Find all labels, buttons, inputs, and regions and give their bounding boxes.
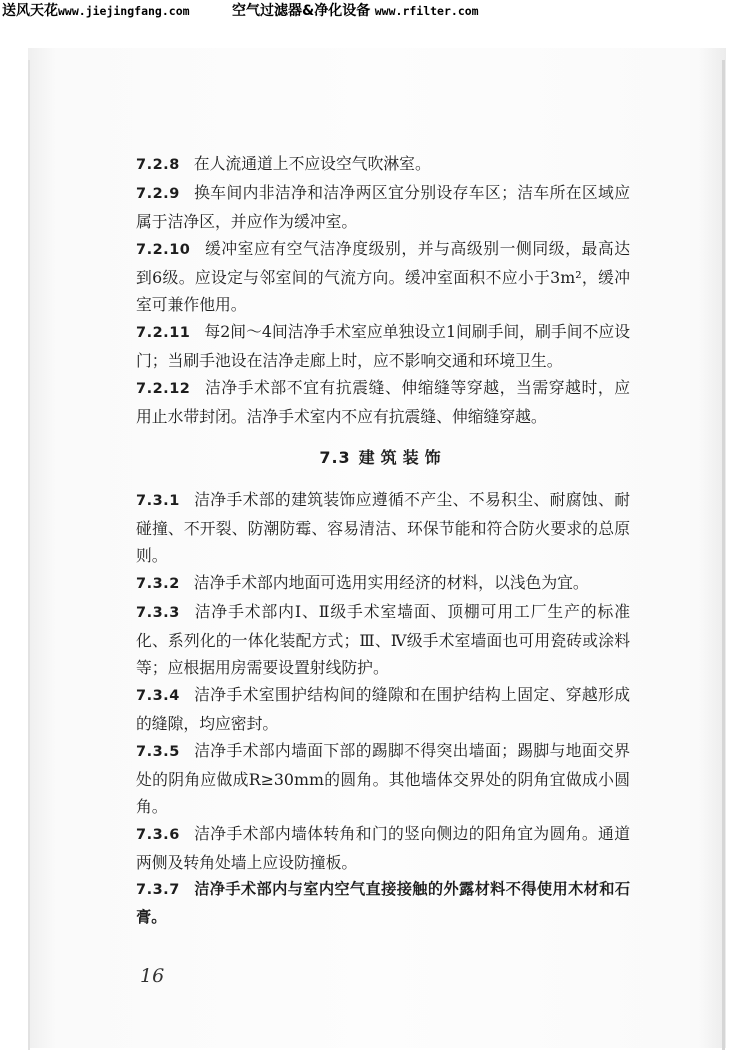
clause-7-2-9: [136, 179, 630, 235]
clause-text: 洁净手术室围护结构间的缝隙和在围护结构上固定、穿越形成的缝隙，均应密封。: [136, 685, 630, 733]
clause-7-3-5: [136, 737, 630, 820]
clause-7-2-8: [136, 150, 630, 179]
clause-text: 洁净手术部内墙体转角和门的竖向侧边的阳角宜为圆角。通道两侧及转角处墙上应设防撞板。: [136, 824, 630, 872]
section-heading: [136, 444, 630, 472]
clause-number: 7.2.12: [136, 381, 191, 397]
clause-number: 7.3.3: [136, 605, 180, 621]
clause-7-2-10: [136, 235, 630, 318]
clause-number: 7.2.10: [136, 242, 191, 258]
watermark-left-cn: 送风天花: [2, 3, 58, 19]
clause-text: 缓冲室应有空气洁净度级别，并与高级别一侧同级，最高达到6级。应设定与邻室间的气流方向。缓冲室面积不应小于3m²，缓冲室可兼作他用。: [136, 239, 630, 314]
clause-number: 7.3.2: [136, 576, 180, 592]
watermark-left-url: www.jiejingfang.com: [58, 4, 190, 18]
clause-text: 洁净手术部的建筑装饰应遵循不产尘、不易积尘、耐腐蚀、耐碰撞、不开裂、防潮防霉、容易清洁、环保节能和符合防火要求的总原则。: [136, 490, 630, 565]
clause-number: 7.2.8: [136, 157, 180, 173]
clause-7-3-2: [136, 569, 630, 598]
clause-number: 7.2.11: [136, 325, 191, 341]
clause-text: 换车间内非洁净和洁净两区宜分别设存车区；洁车所在区域应属于洁净区，并应作为缓冲室。: [136, 183, 630, 231]
section-title: 建筑装饰: [358, 448, 447, 467]
clause-7-3-4: [136, 681, 630, 737]
clause-7-3-1: [136, 486, 630, 569]
watermark-bar: [0, 0, 750, 22]
clause-7-3-7: [136, 876, 630, 931]
clause-number: 7.3.5: [136, 744, 180, 760]
section-number: 7.3: [319, 448, 351, 467]
document-body: [136, 150, 630, 931]
clause-text: 洁净手术部不宜有抗震缝、伸缩缝等穿越，当需穿越时，应用止水带封闭。洁净手术室内不应有抗震缝、伸缩缝穿越。: [136, 378, 630, 426]
page-number: 16: [140, 965, 165, 987]
clause-number: 7.3.6: [136, 827, 180, 843]
clause-7-3-6: [136, 820, 630, 876]
watermark-right-url: www.rfilter.com: [374, 4, 479, 18]
scan-edge-left: [28, 60, 30, 1050]
clause-7-2-12: [136, 374, 630, 430]
clause-number: 7.3.1: [136, 493, 180, 509]
watermark-right: [232, 0, 479, 23]
scan-edge-right: [722, 60, 725, 1050]
watermark-left: [2, 0, 190, 23]
clause-number: 7.2.9: [136, 186, 180, 202]
clause-text: 洁净手术部内墙面下部的踢脚不得突出墙面；踢脚与地面交界处的阴角应做成R≥30mm的圆角。其他墙体交界处的阴角宜做成小圆角。: [136, 741, 630, 816]
clause-text: 在人流通道上不应设空气吹淋室。: [193, 154, 431, 173]
clause-text: 洁净手术部内Ⅰ、Ⅱ级手术室墙面、顶棚可用工厂生产的标准化、系列化的一体化装配方式；Ⅲ、Ⅳ级手术室墙面也可用瓷砖或涂料等；应根据用房需要设置射线防护。: [136, 602, 630, 677]
clause-7-3-3: [136, 598, 630, 681]
watermark-right-cn: 空气过滤器&净化设备: [232, 3, 371, 19]
clause-number: 7.3.7: [136, 882, 180, 898]
clause-text: 洁净手术部内与室内空气直接接触的外露材料不得使用木材和石膏。: [136, 880, 630, 926]
clause-7-2-11: [136, 318, 630, 374]
clause-number: 7.3.4: [136, 688, 180, 704]
clause-text: 洁净手术部内地面可选用实用经济的材料，以浅色为宜。: [193, 573, 589, 592]
clause-text: 每2间～4间洁净手术室应单独设立1间刷手间，刷手间不应设门；当刷手池设在洁净走廊上时，应不影响交通和环境卫生。: [136, 322, 630, 370]
